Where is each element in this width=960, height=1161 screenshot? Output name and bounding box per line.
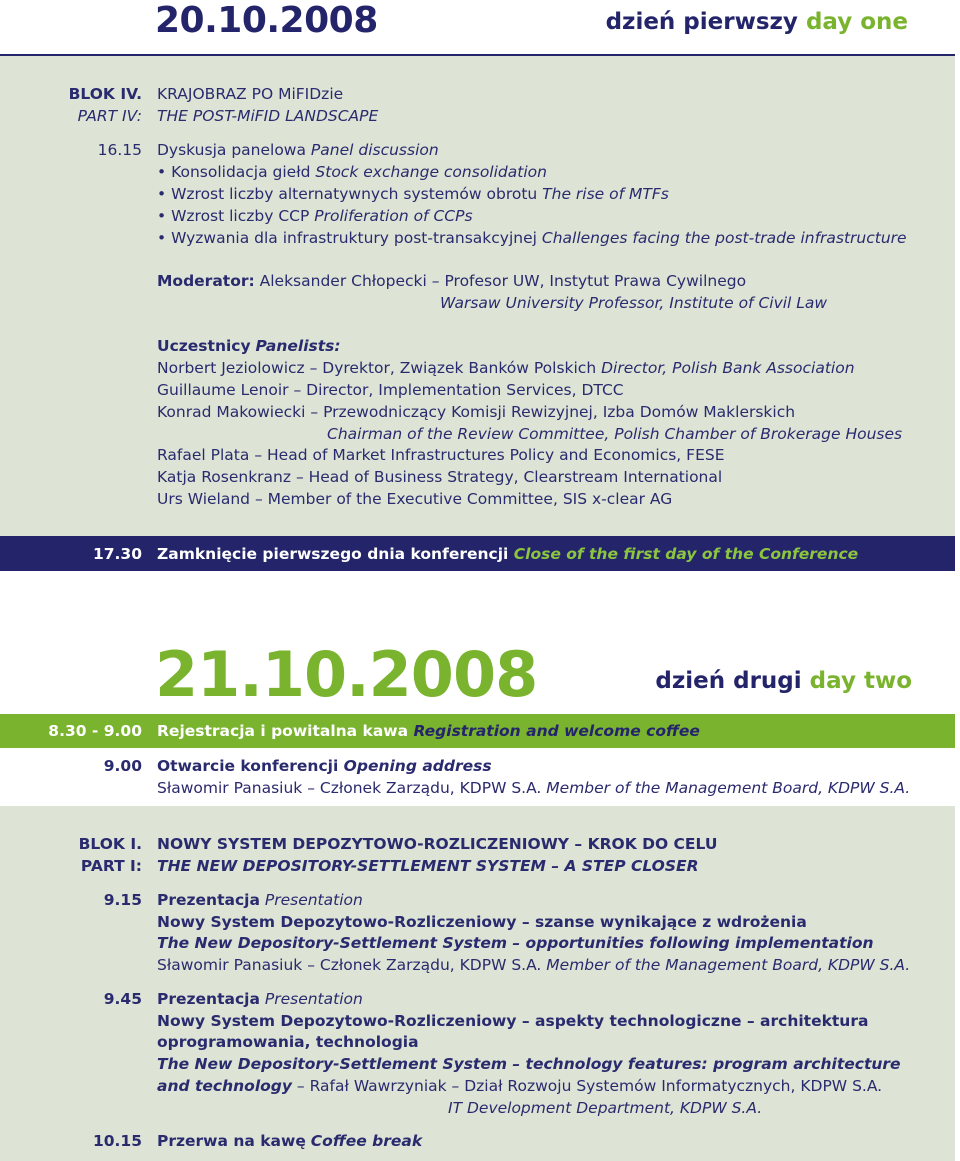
opening-time: 9.00: [103, 757, 142, 775]
close-day-one-time: 17.30: [92, 545, 142, 563]
session-2-title-pl-2: oprogramowania, technologia: [157, 1033, 419, 1051]
panelist-name: Guillaume Lenoir: [157, 381, 289, 399]
panelist-row: [157, 401, 795, 423]
opening-speaker-line: [157, 777, 910, 799]
coffee-time: 10.15: [92, 1132, 142, 1150]
panelist-row: [157, 379, 624, 401]
panelist-name: Urs Wieland: [157, 490, 251, 508]
session-1-type-en: Presentation: [264, 891, 363, 909]
panelist-role: – Przewodniczący Komisji Rewizyjnej, Izba Domów Maklerskich: [310, 403, 796, 421]
topic-en: Stock exchange consolidation: [315, 163, 547, 181]
block-iv-label-pl: BLOK IV.: [68, 85, 142, 103]
session-1-role-pl: – Członek Zarządu, KDPW S.A.: [307, 956, 542, 974]
block-iv-label-en: PART IV:: [77, 107, 142, 125]
session-2-title-en-2: and technology: [157, 1077, 292, 1095]
session-2-title-pl-1: Nowy System Depozytowo-Rozliczeniowy – aspekty technologiczne – architektura: [157, 1012, 869, 1030]
block-i-label-en: PART I:: [80, 857, 142, 875]
registration-time: 8.30 - 9.00: [48, 722, 142, 740]
session-1-type: [157, 889, 363, 911]
opening-speaker: Sławomir Panasiuk: [157, 779, 303, 797]
panelist-row: [157, 466, 722, 488]
topic-item: [157, 227, 907, 249]
opening-role-en: Member of the Management Board, KDPW S.A.: [546, 779, 911, 797]
session-1-title-pl: Nowy System Depozytowo-Rozliczeniowy – szanse wynikające z wdrożenia: [157, 913, 807, 931]
session-1-speaker-line: [157, 954, 910, 976]
panel-discussion-en: Panel discussion: [310, 141, 439, 159]
topic-pl: • Konsolidacja giełd: [157, 163, 311, 181]
registration-text: [157, 720, 700, 742]
day-two-label-en: day two: [809, 668, 912, 694]
close-day-one-text: [157, 543, 858, 565]
panelist-name: Rafael Plata: [157, 446, 250, 464]
session-2-type-en: Presentation: [264, 990, 363, 1008]
topic-en: The rise of MTFs: [542, 185, 669, 203]
panelist-role: – Dyrektor, Związek Banków Polskich: [309, 359, 597, 377]
topic-pl: • Wzrost liczby alternatywnych systemów obrotu: [157, 185, 538, 203]
close-day-one-pl: Zamknięcie pierwszego dnia konferencji: [157, 545, 509, 563]
session-1-time: 9.15: [103, 891, 142, 909]
block-i-label-pl: BLOK I.: [78, 835, 142, 853]
day-one-label: [606, 9, 908, 35]
topic-en: Challenges facing the post-trade infrastructure: [541, 229, 907, 247]
panelists-heading-en: Panelists:: [255, 337, 341, 355]
block-iv-title-pl: KRAJOBRAZ PO MiFIDzie: [157, 85, 344, 103]
day-two-label: [655, 668, 912, 694]
session-2-role-en: IT Development Department, KDPW S.A.: [448, 1099, 763, 1117]
day-one-date: 20.10.2008: [155, 0, 378, 41]
day-one-label-en: day one: [805, 9, 908, 35]
moderator-line: [157, 270, 746, 292]
session-2-time: 9.45: [103, 990, 142, 1008]
panel-time: 16.15: [97, 141, 142, 159]
coffee-en: Coffee break: [310, 1132, 423, 1150]
moderator-label: Moderator:: [157, 272, 255, 290]
coffee-pl: Przerwa na kawę: [157, 1132, 306, 1150]
session-2-type: [157, 988, 363, 1010]
registration-en: Registration and welcome coffee: [413, 722, 700, 740]
block-iv-title-en: THE POST-MiFID LANDSCAPE: [157, 107, 379, 125]
topic-item: [157, 205, 473, 227]
session-2-title-en-1: The New Depository-Settlement System – technology features: program architecture: [157, 1055, 901, 1073]
moderator-name: Aleksander Chłopecki: [259, 272, 427, 290]
opening-en: Opening address: [343, 757, 492, 775]
topic-item: [157, 183, 669, 205]
panel-discussion-pl: Dyskusja panelowa: [157, 141, 306, 159]
moderator-role-en: Warsaw University Professor, Institute of Civil Law: [440, 294, 828, 312]
panelist-row: [157, 488, 672, 510]
topic-item: [157, 161, 547, 183]
panelist-role: – Head of Business Strategy, Clearstream International: [295, 468, 723, 486]
opening-pl: Otwarcie konferencji: [157, 757, 339, 775]
panel-discussion-heading: [157, 139, 439, 161]
session-1-type-pl: Prezentacja: [157, 891, 260, 909]
close-day-one-en: Close of the first day of the Conference: [513, 545, 859, 563]
panelist-name: Konrad Makowiecki: [157, 403, 306, 421]
session-1-title-en: The New Depository-Settlement System – opportunities following implementation: [157, 934, 874, 952]
opening-heading: [157, 755, 492, 777]
session-2-speaker: – Rafał Wawrzyniak: [296, 1077, 447, 1095]
panelist-name: Katja Rosenkranz: [157, 468, 291, 486]
panelist-row: [157, 444, 725, 466]
panelist-role-en: Director, Polish Bank Association: [601, 359, 855, 377]
day-two-label-pl: dzień drugi: [655, 668, 802, 694]
topic-pl: • Wzrost liczby CCP: [157, 207, 310, 225]
block-i-title-pl: NOWY SYSTEM DEPOZYTOWO-ROZLICZENIOWY – KROK DO CELU: [157, 835, 718, 853]
panelist-role-en: Chairman of the Review Committee, Polish Chamber of Brokerage Houses: [327, 425, 903, 443]
topic-en: Proliferation of CCPs: [314, 207, 473, 225]
panelist-role: – Member of the Executive Committee, SIS x-clear AG: [254, 490, 673, 508]
session-1-speaker: Sławomir Panasiuk: [157, 956, 303, 974]
registration-pl: Rejestracja i powitalna kawa: [157, 722, 409, 740]
panelist-role: – Director, Implementation Services, DTCC: [293, 381, 624, 399]
session-2-speaker-line: [157, 1075, 882, 1097]
panelist-name: Norbert Jeziolowicz: [157, 359, 305, 377]
topic-pl: • Wyzwania dla infrastruktury post-transakcyjnej: [157, 229, 537, 247]
session-2-role-pl: – Dział Rozwoju Systemów Informatycznych, KDPW S.A.: [451, 1077, 883, 1095]
session-2-type-pl: Prezentacja: [157, 990, 260, 1008]
panelist-role: – Head of Market Infrastructures Policy and Economics, FESE: [254, 446, 725, 464]
coffee-text: [157, 1130, 422, 1152]
moderator-role-pl: – Profesor UW, Instytut Prawa Cywilnego: [431, 272, 747, 290]
panelist-row: [157, 357, 855, 379]
day-two-date: 21.10.2008: [155, 638, 538, 711]
day-one-label-pl: dzień pierwszy: [605, 9, 798, 35]
panelists-heading: [157, 335, 341, 357]
session-1-role-en: Member of the Management Board, KDPW S.A.: [546, 956, 911, 974]
block-i-title-en: THE NEW DEPOSITORY-SETTLEMENT SYSTEM – A STEP CLOSER: [157, 857, 699, 875]
opening-role-pl: – Członek Zarządu, KDPW S.A.: [307, 779, 542, 797]
panelists-heading-pl: Uczestnicy: [157, 337, 251, 355]
